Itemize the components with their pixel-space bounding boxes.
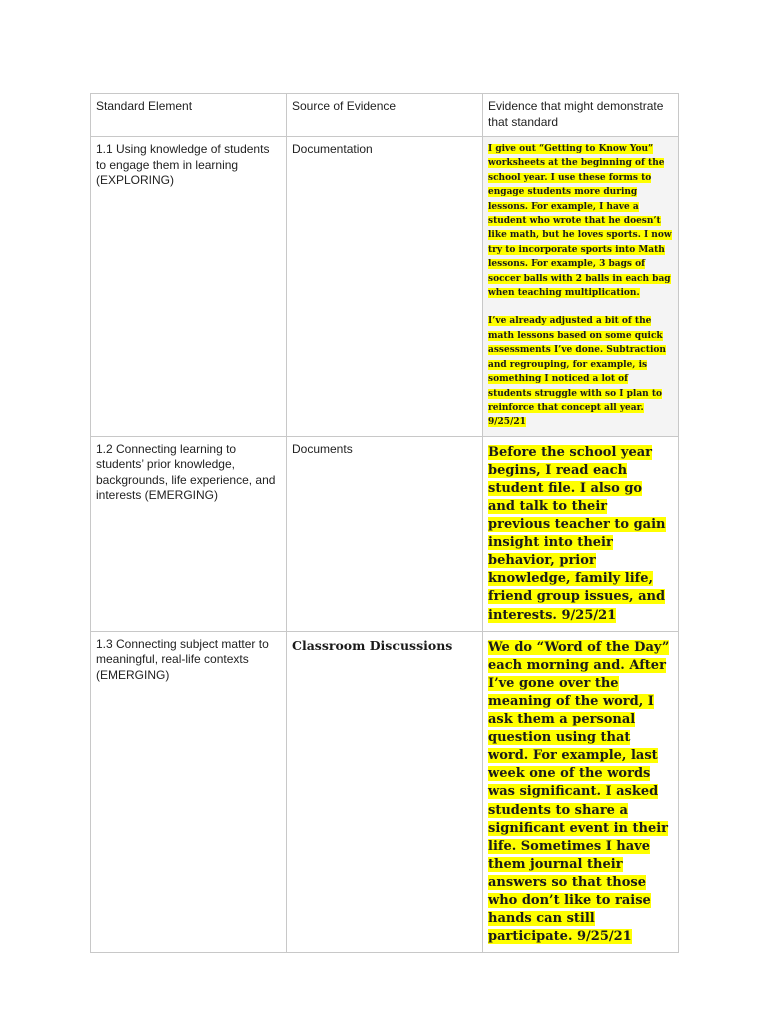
standard-cell: 1.1 Using knowledge of students to engage them in learning (EXPLORING) [91, 137, 287, 437]
standard-cell: 1.3 Connecting subject matter to meaningful, real-life contexts (EMERGING) [91, 631, 287, 953]
header-evidence: Evidence that might demonstrate that standard [483, 94, 679, 137]
table-row [91, 137, 679, 437]
evidence-text: Before the school year begins, I read each student file. I also go and talk to their previous teacher to gain insight into their behavior, prior knowledge, family life, friend group issues, and interests. 9/25/21 [488, 444, 666, 623]
source-cell: Documentation [287, 137, 483, 437]
source-cell [287, 631, 483, 953]
evidence-text: I’ve already adjusted a bit of the math lessons based on some quick assessments I’ve done. Subtraction and regrouping, for example, is something I noticed a lot of students struggle with so I plan to reinforce that concept all year. 9/25/21 [488, 316, 666, 428]
evidence-cell [483, 137, 679, 437]
evidence-table [90, 93, 679, 953]
table-header-row [91, 94, 679, 137]
source-cell: Documents [287, 436, 483, 631]
evidence-cell [483, 631, 679, 953]
standard-cell: 1.2 Connecting learning to students’ prior knowledge, backgrounds, life experience, and interests (EMERGING) [91, 436, 287, 631]
header-source-of-evidence: Source of Evidence [287, 94, 483, 137]
evidence-text: We do “Word of the Day” each morning and. After I’ve gone over the meaning of the word, I ask them a personal question using that word. For example, last week one of the words was significant. I asked students to share a significant event in their life. Sometimes I have them journal their answers so that those who don’t like to raise hands can still participate. 9/25/21 [488, 639, 670, 945]
table-row [91, 631, 679, 953]
evidence-cell [483, 436, 679, 631]
source-text: Classroom Discussions [292, 637, 453, 653]
evidence-text: I give out “Getting to Know You” worksheets at the beginning of the school year. I use these forms to engage students more during lessons. For example, I have a student who wrote that he doesn’t like math, but he loves sports. I now try to incorporate sports into Math lessons. For example, 3 bags of soccer balls with 2 balls in each bag when teaching multiplication. [488, 144, 672, 299]
table-row [91, 436, 679, 631]
header-standard-element: Standard Element [91, 94, 287, 137]
